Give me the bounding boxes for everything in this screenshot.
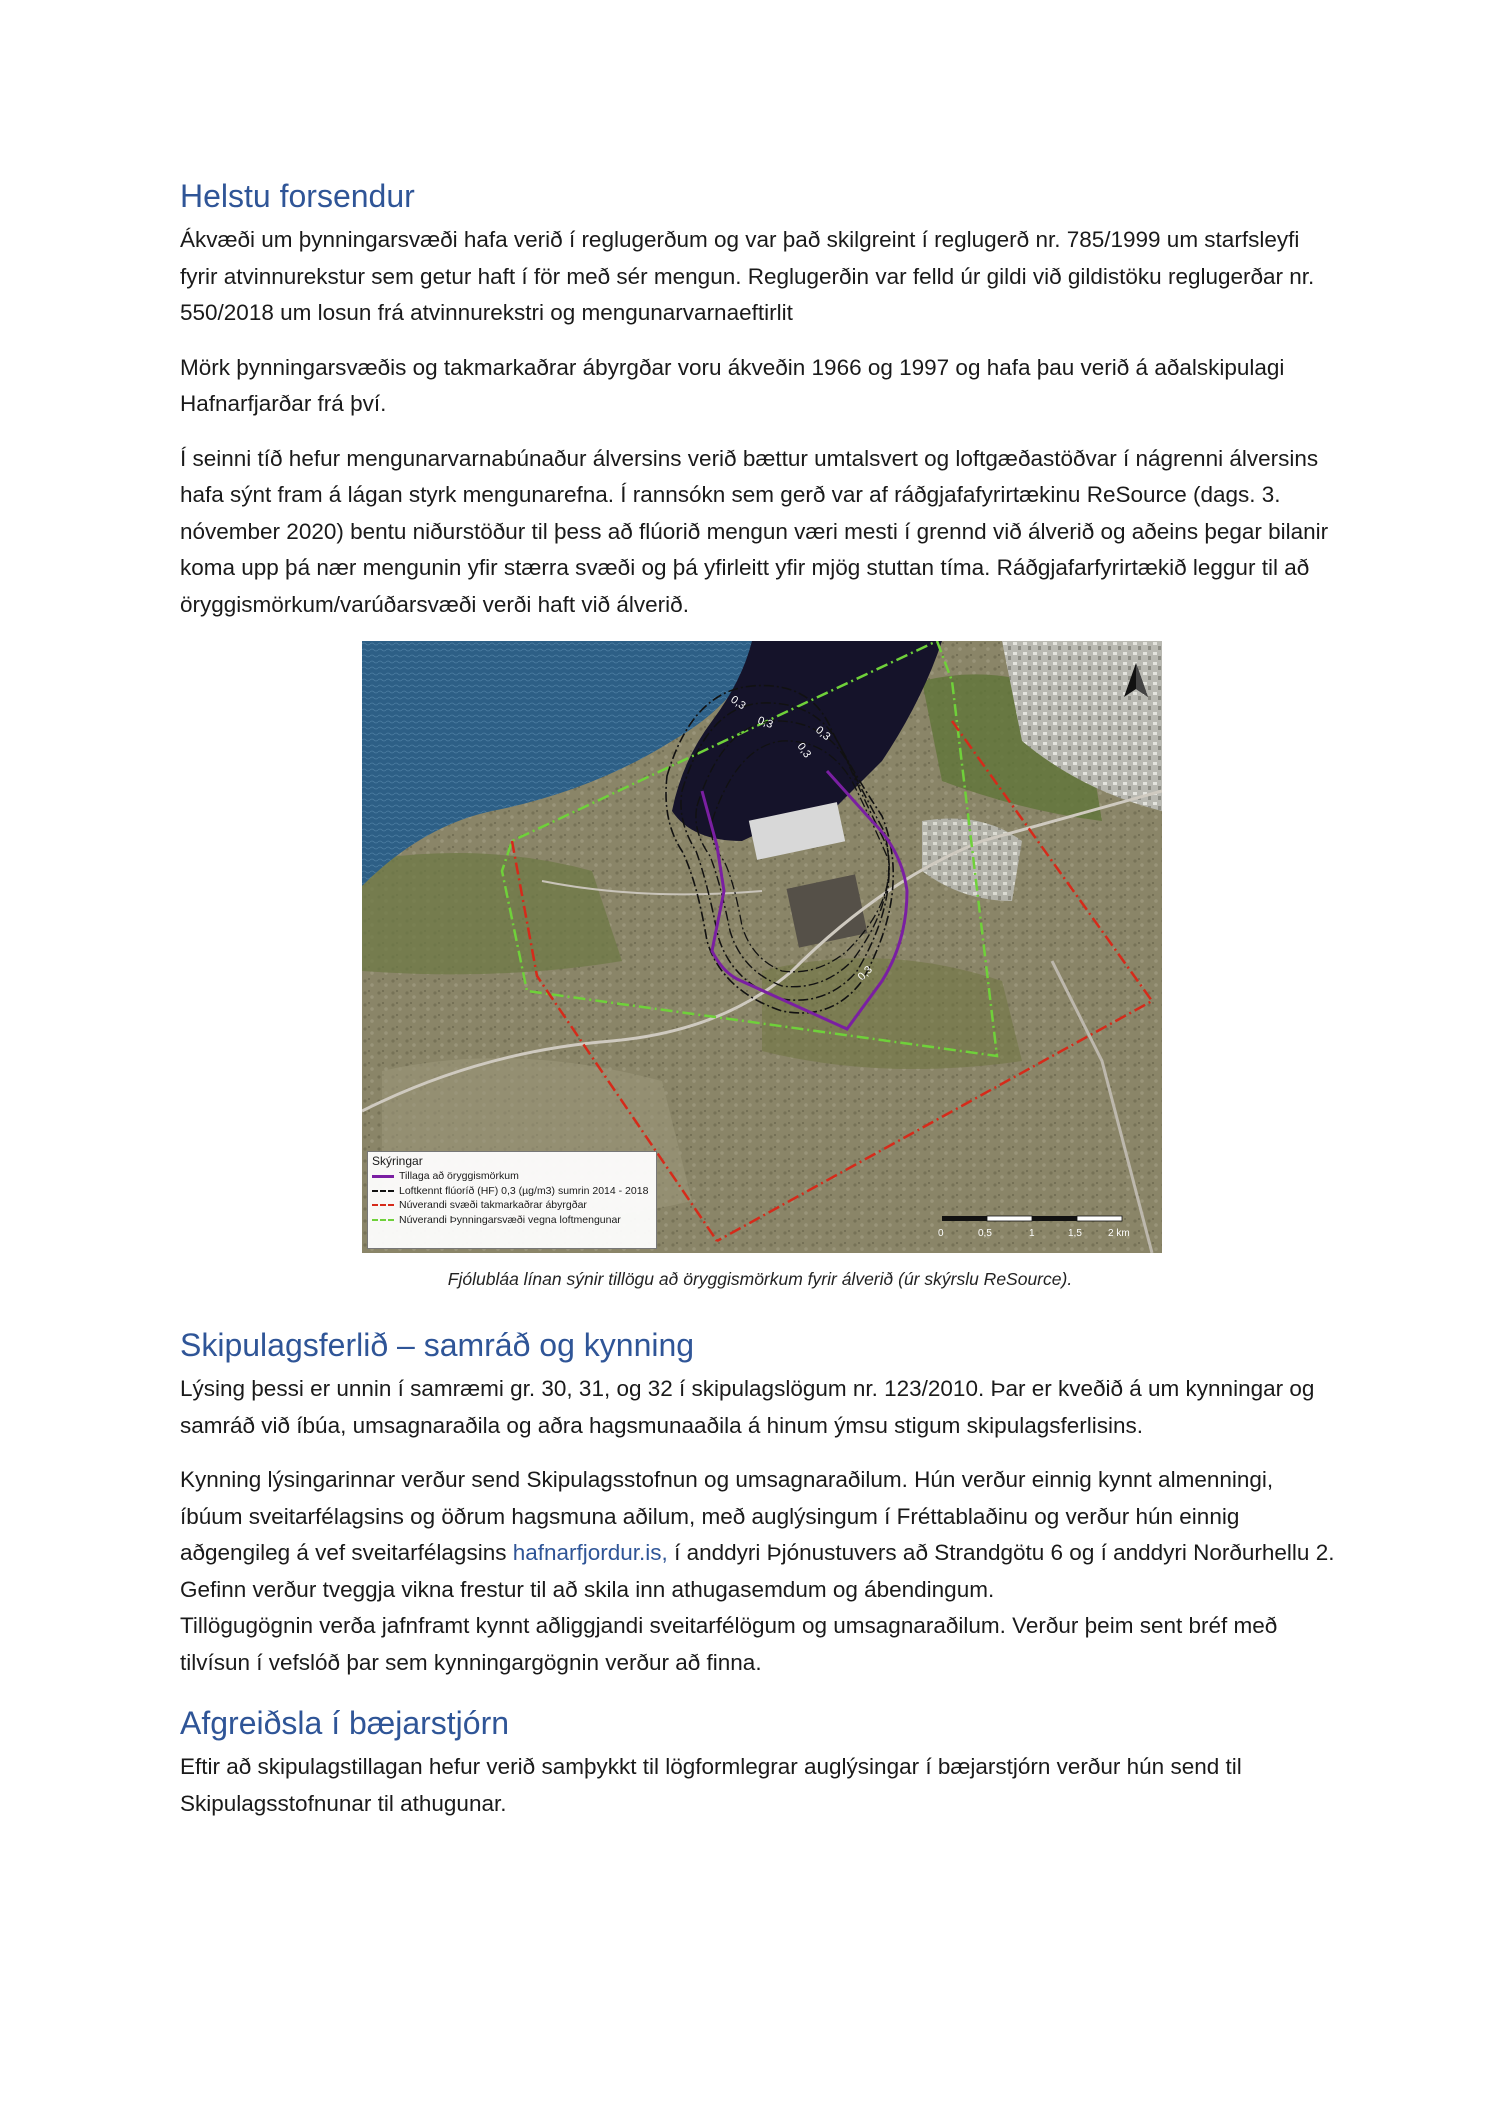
legend-label: Núverandi svæði takmarkaðrar ábyrgðar (399, 1199, 587, 1212)
legend-label: Loftkennt flúoríð (HF) 0,3 (µg/m3) sumrin 2014 - 2018 (399, 1184, 649, 1197)
paragraph: Ákvæði um þynningarsvæði hafa verið í reglugerðum og var það skilgreint í reglugerð nr. 785/1999 um starfsleyfi fyrir atvinnurekstur sem getur haft í för með sér mengun. Reglugerðin var felld úr gildi við gildistöku reglugerðar nr. 550/2018 um losun frá atvinnurekstri og mengunarvarnaeftirlit (180, 227, 1315, 325)
section-heading-forsendur: Helstu forsendur (180, 178, 415, 214)
contour-label: 0,3 (855, 963, 875, 984)
scale-tick: 0,5 (978, 1228, 992, 1239)
scale-bar (932, 1208, 1142, 1248)
map-legend (367, 1151, 657, 1249)
section-heading-skipulagsferlid: Skipulagsferlið – samráð og kynning (180, 1327, 695, 1363)
paragraph: Mörk þynningarsvæðis og takmarkaðrar ábyrgðar voru ákveðin 1966 og 1997 og hafa þau verið á aðalskipulagi Hafnarfjarðar frá því. (180, 354, 1285, 416)
page-content (180, 176, 1340, 1840)
paragraph: Eftir að skipulagstillagan hefur verið samþykkt til lögformlegrar auglýsingar í bæjarstjórn verður hún send til Skipulagsstofnunar til athugunar. (180, 1754, 1242, 1816)
legend-title: Skýringar (372, 1154, 423, 1168)
paragraph-text: í anddyri Þjónustuvers að Strandgötu 6 og í anddyri Norðurhellu 2. Gefinn verður tveggja vikna frestur til að skila inn athugasemdum og ábendingum. (180, 1540, 1335, 1602)
paragraph: Í seinni tíð hefur mengunarvarnabúnaður álversins verið bættur umtalsvert og loftgæðastöðvar í nágrenni álversins hafa sýnt fram á lágan styrk mengunarefna. Í rannsókn sem gerð var af ráðgjafafyrirtækinu ReSource (dags. 3. nóvember 2020) bentu niðurstöður til þess að flúorið mengun væri mesti í grennd við álverið og aðeins þegar bilanir koma upp þá nær mengunin yfir stærra svæði og þá yfirleitt yfir mjög stuttan tíma. Ráðgjafarfyrirtækið leggur til að öryggismörkum/varúðarsvæði verði haft við álverið. (180, 445, 1329, 617)
map-figure (362, 641, 1162, 1253)
scale-tick: 1,5 (1068, 1228, 1082, 1239)
contour-label: 0,3 (728, 693, 748, 713)
paragraph: Tillögugögnin verða jafnframt kynnt aðliggjandi sveitarfélögum og umsagnaraðilum. Verður þeim sent bréf með tilvísun í vefslóð þar sem kynningargögnin verður að finna. (180, 1613, 1278, 1675)
scale-tick: 1 (1029, 1228, 1035, 1239)
paragraph-text: Kynning lýsingarinnar verður send Skipulagsstofnun og umsagnaraðilum. Hún verður einnig kynnt almenningi, íbúum sveitarfélagsins og öðrum hagsmuna aðilum, með auglýsingum í Fréttablaðinu og verður hún einnig aðgengileg á vef sveitarfélagsins (180, 1467, 1274, 1565)
legend-item (368, 1184, 656, 1199)
paragraph-kynning (180, 1462, 1340, 1608)
contour-label: 0,3 (813, 724, 833, 744)
scale-tick: 2 km (1108, 1228, 1130, 1239)
figure-caption: Fjólubláa línan sýnir tillögu að öryggismörkum fyrir álverið (úr skýrslu ReSource). (447, 1269, 1073, 1289)
section-heading-afgreidsla: Afgreiðsla í bæjarstjórn (180, 1705, 510, 1741)
legend-item (368, 1213, 656, 1228)
legend-swatch-purple (372, 1175, 394, 1178)
website-link[interactable]: hafnarfjordur.is, (512, 1540, 668, 1565)
legend-label: Tillaga að öryggismörkum (399, 1170, 519, 1183)
legend-item (368, 1169, 656, 1184)
legend-swatch-black (372, 1190, 394, 1192)
contour-label: 0,3 (755, 714, 775, 732)
paragraph: Lýsing þessi er unnin í samræmi gr. 30, 31, og 32 í skipulagslögum nr. 123/2010. Þar er kveðið á um kynningar og samráð við íbúa, umsagnaraðila og aðra hagsmunaaðila á hinum ýmsu stigum skipulagsferlisins. (180, 1376, 1315, 1438)
legend-swatch-red (372, 1204, 394, 1206)
north-arrow-icon (1124, 663, 1148, 697)
legend-swatch-green (372, 1219, 394, 1221)
scale-tick: 0 (938, 1228, 944, 1239)
contour-label: 0,3 (794, 740, 814, 761)
legend-label: Núverandi Þynningarsvæði vegna loftmengunar (399, 1213, 621, 1226)
legend-item (368, 1198, 656, 1213)
